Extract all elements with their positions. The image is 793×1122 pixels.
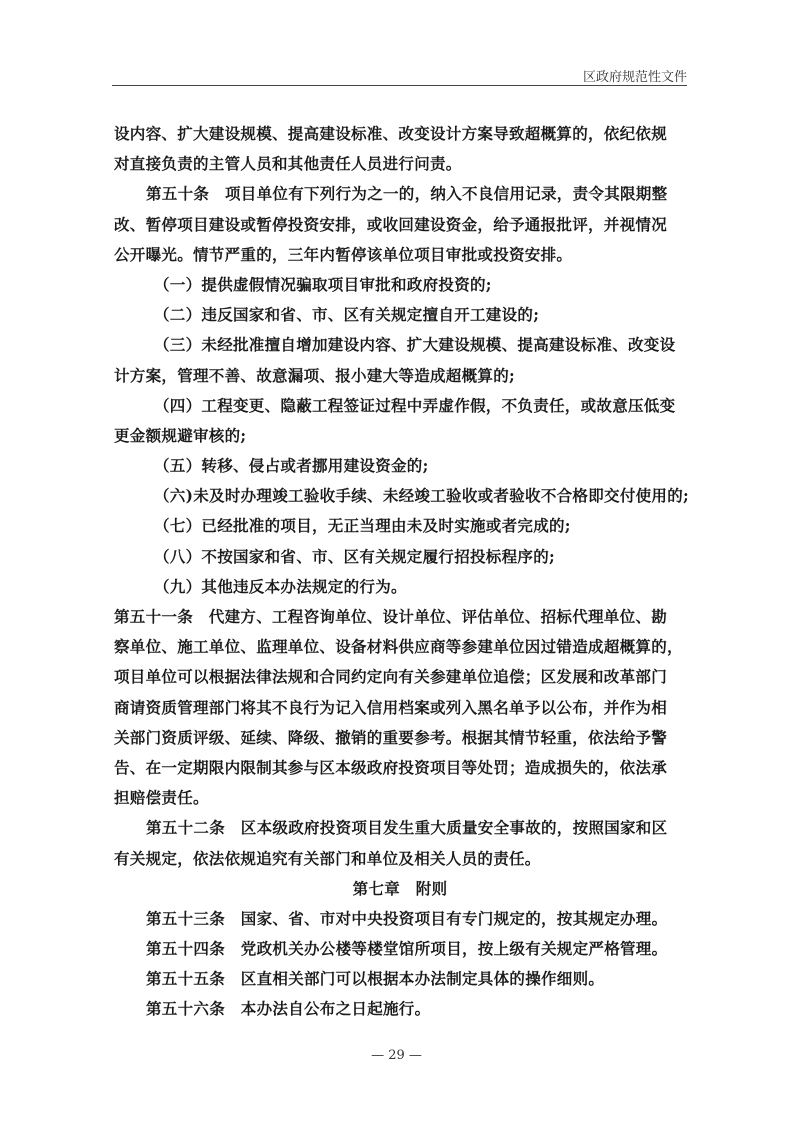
header-title: 区政府规范性文件 [582,70,687,85]
article-54: 第五十四条 党政机关办公楼等楼堂馆所项目，按上级有关规定严格管理。 [146,939,668,959]
text-line: 商请资质管理部门将其不良行为记入信用档案或列入黑名单予以公布，并作为相 [114,697,668,717]
list-item: （七）已经批准的项目，无正当理由未及时实施或者完成的; [154,516,571,536]
list-item: （五）转移、侵占或者挪用建设资金的; [154,456,429,476]
page-number: — 29 — [371,1048,422,1063]
list-item: （四）工程变更、隐蔽工程签证过程中弄虚作假，不负责任，或故意压低变 [154,395,676,415]
text-line: 计方案，管理不善、故意漏项、报小建大等造成超概算的; [114,365,516,385]
text-line: 担赔偿责任。 [114,788,209,808]
text-line: 更金额规避审核的; [114,425,247,445]
list-item: （六)未及时办理竣工验收手续、未经竣工验收或者验收不合格即交付使用的; [154,486,690,506]
list-item: （三）未经批准擅自增加建设内容、扩大建设规模、提高建设标准、改变设 [154,335,676,355]
header-rule [112,85,687,86]
text-line: 关部门资质评级、延续、降级、撤销的重要参考。根据其情节轻重，依法给予警 [114,727,668,747]
text-line: 告、在一定期限内限制其参与区本级政府投资项目等处罚；造成损失的，依法承 [114,757,668,777]
text-line: 改、暂停项目建设或暂停投资安排，或收回建设资金，给予通报批评，并视情况 [114,214,668,234]
list-item: （九）其他违反本办法规定的行为。 [154,576,407,596]
article-50: 第五十条 项目单位有下列行为之一的，纳入不良信用记录，责令其限期整 [146,184,668,204]
text-line: 设内容、扩大建设规模、提高建设标准、改变设计方案导致超概算的，依纪依规 [114,124,668,143]
text-line: 公开曝光。情节严重的，三年内暂停该单位项目审批或投资安排。 [114,244,573,264]
article-53: 第五十三条 国家、省、市对中央投资项目有专门规定的，按其规定办理。 [146,908,668,928]
text-line: 对直接负责的主管人员和其他责任人员进行问责。 [114,154,462,174]
list-item: （二）违反国家和省、市、区有关规定擅自开工建设的; [154,305,540,325]
text-line: 察单位、施工单位、监理单位、设备材料供应商等参建单位因过错造成超概算的， [114,637,683,657]
article-56: 第五十六条 本办法自公布之日起施行。 [146,999,431,1019]
text-line: 项目单位可以根据法律法规和合同约定向有关参建单位追偿；区发展和改革部门 [114,667,668,687]
list-item: （八）不按国家和省、市、区有关规定履行招投标程序的; [154,546,556,566]
chapter-heading: 第七章 附则 [352,878,448,898]
article-52: 第五十二条 区本级政府投资项目发生重大质量安全事故的，按照国家和区 [146,818,668,838]
text-line: 有关规定，依法依规追究有关部门和单位及相关人员的责任。 [114,848,541,868]
document-body [114,119,690,1025]
list-item: （一）提供虚假情况骗取项目审批和政府投资的; [154,274,492,294]
article-51: 第五十一条 代建方、工程咨询单位、设计单位、评估单位、招标代理单位、勘 [114,607,668,626]
article-55: 第五十五条 区直相关部门可以根据本办法制定具体的操作细则。 [146,969,605,989]
